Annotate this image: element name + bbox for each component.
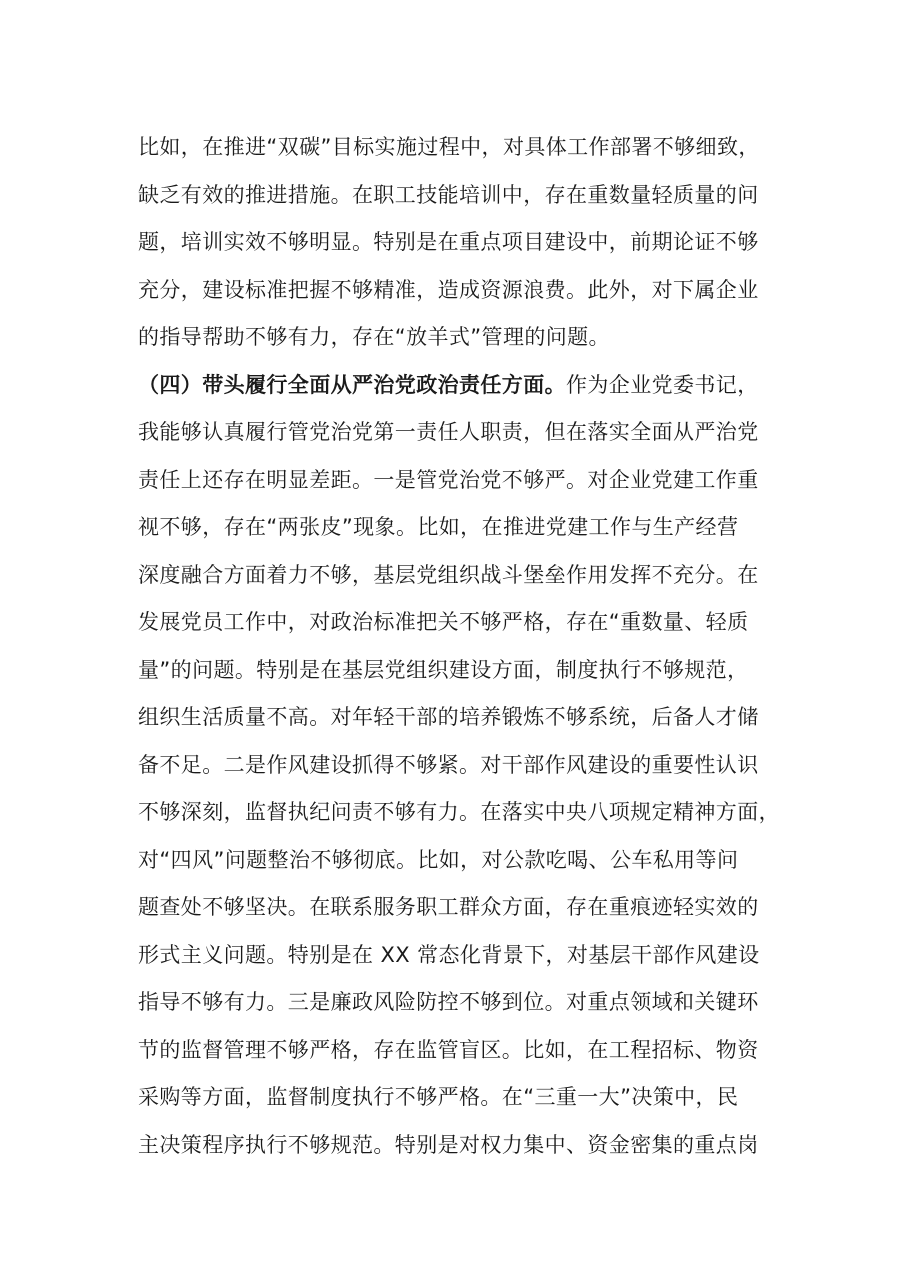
line-text: 题，培训实效不够明显。特别是在重点项目建设中，前期论证不够 (138, 230, 759, 254)
body-text (138, 124, 788, 1169)
line-text: 量”的问题。特别是在基层党组织建设方面，制度执行不够规范， (138, 657, 749, 682)
line-text: 节的监督管理不够严格，存在监管盲区。比如，在工程招标、物资 (138, 1037, 759, 1062)
line-text: 深度融合方面着力不够，基层党组织战斗堡垒作用发挥不充分。在 (138, 562, 759, 587)
line-text: 备不足。二是作风建设抓得不够紧。对干部作风建设的重要性认识 (138, 752, 759, 777)
line-text: 对“四风”问题整治不够彻底。比如，对公款吃喝、公车私用等问 (138, 847, 739, 872)
text-line (138, 837, 788, 885)
line-text: 指导不够有力。三是廉政风险防控不够到位。对重点领域和关键环 (138, 990, 759, 1014)
text-line (138, 789, 788, 837)
line-text: 的指导帮助不够有力，存在“放羊式”管理的问题。 (138, 325, 610, 349)
text-line (138, 267, 788, 315)
line-text: 作为企业党委书记， (566, 372, 759, 397)
line-text: 我能够认真履行管党治党第一责任人职责，但在落实全面从严治党 (138, 420, 759, 444)
line-text: 责任上还存在明显差距。一是管党治党不够严。对企业党建工作重 (138, 467, 759, 492)
text-line (138, 742, 788, 790)
text-line (138, 1122, 788, 1170)
line-text: 主决策程序执行不够规范。特别是对权力集中、资金密集的重点岗 (138, 1132, 759, 1157)
text-line (138, 694, 788, 742)
text-line (138, 504, 788, 552)
text-line (138, 647, 788, 695)
text-line (138, 932, 788, 980)
text-line (138, 124, 788, 172)
text-line (138, 409, 788, 457)
text-line (138, 1074, 788, 1122)
line-text: 不够深刻，监督执纪问责不够有力。在落实中央八项规定精神方面， (138, 800, 780, 824)
text-line (138, 979, 788, 1027)
text-line (138, 172, 788, 220)
line-text: 比如，在推进“双碳”目标实施过程中，对具体工作部署不够细致， (138, 135, 760, 159)
text-line (138, 1027, 788, 1075)
line-text: 组织生活质量不高。对年轻干部的培养锻炼不够系统，后备人才储 (138, 705, 759, 729)
text-line (138, 599, 788, 647)
line-text: 形式主义问题。特别是在 XX 常态化背景下，对基层干部作风建设 (138, 942, 760, 967)
line-text: 发展党员工作中，对政治标准把关不够严格，存在“重数量、轻质 (138, 610, 749, 634)
line-text: 题查处不够坚决。在联系服务职工群众方面，存在重痕迹轻实效的 (138, 895, 759, 919)
text-line (138, 884, 788, 932)
section-heading-line (138, 362, 788, 410)
text-line (138, 219, 788, 267)
line-text: 采购等方面，监督制度执行不够严格。在“三重一大”决策中，民 (138, 1085, 739, 1109)
line-text: 视不够，存在“两张皮”现象。比如，在推进党建工作与生产经营 (138, 515, 739, 539)
section-heading: （四）带头履行全面从严治党政治责任方面。 (138, 372, 566, 397)
text-line (138, 314, 788, 362)
text-line (138, 552, 788, 600)
text-line (138, 457, 788, 505)
line-text: 充分，建设标准把握不够精准，造成资源浪费。此外，对下属企业 (138, 277, 759, 302)
line-text: 缺乏有效的推进措施。在职工技能培训中，存在重数量轻质量的问 (138, 182, 759, 207)
